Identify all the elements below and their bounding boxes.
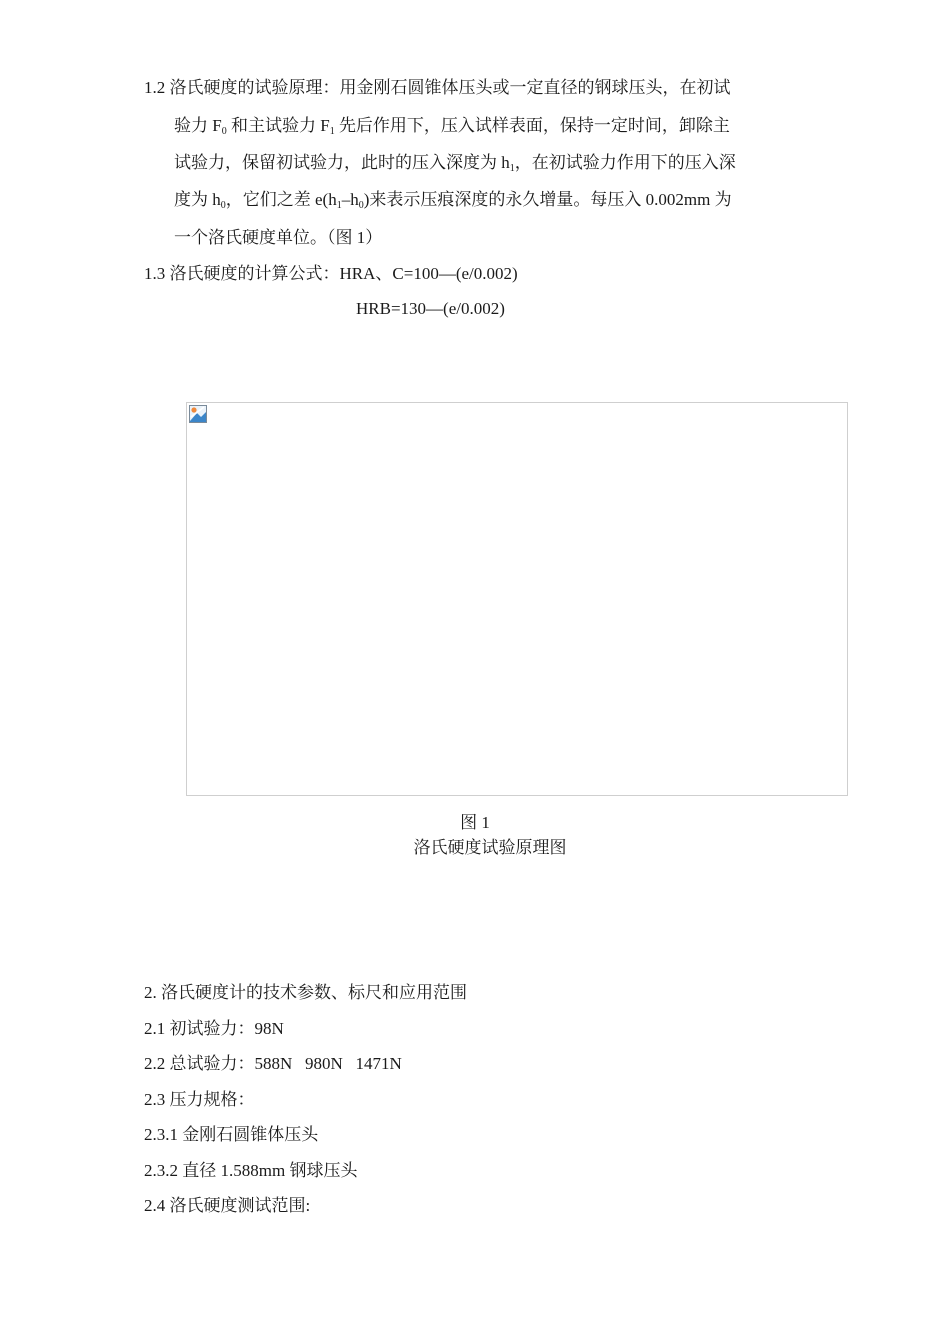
paragraph-1-2-line-1: 1.2 洛氏硬度的试验原理：用金刚石圆锥体压头或一定直径的钢球压头，在初试 — [144, 78, 731, 97]
subscript: 0 — [221, 126, 227, 137]
subscript: 0 — [358, 200, 364, 211]
figure-caption: 洛氏硬度试验原理图 — [413, 838, 567, 857]
figure-label: 图 1 — [460, 813, 490, 832]
text: 度为 h — [174, 190, 221, 209]
figure-1-image — [186, 402, 848, 796]
item-2-1: 2.1 初试验力：98N — [144, 1019, 284, 1038]
text: 试验力，保留初试验力，此时的压入深度为 h — [174, 153, 510, 172]
subscript: 0 — [220, 200, 226, 211]
subscript: 1 — [329, 126, 335, 137]
paragraph-1-2-line-3 — [174, 152, 736, 174]
broken-image-icon — [189, 405, 207, 423]
text: )来表示压痕深度的永久增量。每压入 0.002mm 为 — [363, 190, 732, 209]
section-2-heading: 2. 洛氏硬度计的技术参数、标尺和应用范围 — [144, 983, 467, 1002]
text: 验力 F — [174, 116, 222, 135]
text: –h — [341, 190, 359, 209]
text: 和主试验力 F — [226, 116, 330, 135]
text: ，它们之差 e(h — [225, 190, 337, 209]
item-2-3-2: 2.3.2 直径 1.588mm 钢球压头 — [144, 1161, 358, 1180]
paragraph-1-2-line-2 — [174, 115, 730, 137]
paragraph-1-2-line-5: 一个洛氏硬度单位。（图 1） — [174, 228, 383, 247]
subscript: 1 — [336, 200, 342, 211]
item-2-3-1: 2.3.1 金刚石圆锥体压头 — [144, 1125, 319, 1144]
item-2-3: 2.3 压力规格： — [144, 1090, 255, 1109]
subscript: 1 — [509, 163, 515, 174]
formula-hrb: HRB=130—(e/0.002) — [356, 299, 505, 318]
formula-hra-hrc: 1.3 洛氏硬度的计算公式：HRA、C=100—(e/0.002) — [144, 264, 518, 283]
text: 先后作用下，压入试样表面，保持一定时间，卸除主 — [334, 116, 730, 135]
item-2-4: 2.4 洛氏硬度测试范围: — [144, 1196, 311, 1215]
item-2-2: 2.2 总试验力：588N 980N 1471N — [144, 1054, 402, 1073]
text: ，在初试验力作用下的压入深 — [514, 153, 736, 172]
paragraph-1-2-line-4 — [174, 189, 732, 211]
